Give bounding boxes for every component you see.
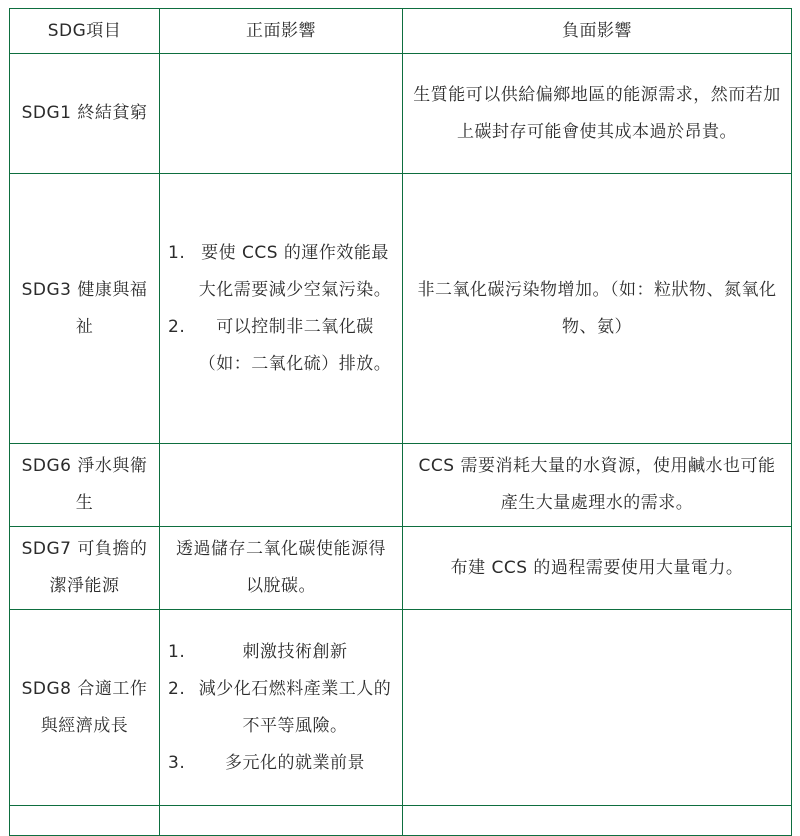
negative-impact-cell: CCS 需要消耗大量的水資源，使用鹹水也可能產生大量處理水的需求。 — [403, 444, 792, 527]
table-row — [10, 54, 792, 174]
positive-impact-cell: 透過儲存二氧化碳使能源得以脫碳。 — [160, 527, 403, 610]
list-item — [170, 745, 392, 782]
sdg-cell: SDG1 終結貧窮 — [10, 54, 160, 174]
sdg-cell: SDG3 健康與福祉 — [10, 174, 160, 444]
sdg-cell: SDG7 可負擔的潔淨能源 — [10, 527, 160, 610]
negative-impact-cell — [403, 610, 792, 806]
list-item-text: 減少化石燃料產業工人的不平等風險。 — [198, 678, 392, 736]
table-row — [10, 527, 792, 610]
list-item-text: 多元化的就業前景 — [225, 752, 365, 773]
list-item — [170, 235, 392, 309]
header-negative-impact: 負面影響 — [403, 9, 792, 54]
negative-impact-cell: 生質能可以供給偏鄉地區的能源需求，然而若加上碳封存可能會使其成本過於昂貴。 — [403, 54, 792, 174]
sdg-cell: SDG6 淨水與衛生 — [10, 444, 160, 527]
negative-impact-cell: 布建 CCS 的過程需要使用大量電力。 — [403, 527, 792, 610]
positive-impact-list — [170, 634, 392, 782]
table-row — [10, 444, 792, 527]
header-positive-impact: 正面影響 — [160, 9, 403, 54]
positive-impact-cell — [160, 54, 403, 174]
positive-impact-cell — [160, 174, 403, 444]
list-item — [170, 671, 392, 745]
negative-impact-cell: 非二氧化碳污染物增加。（如：粒狀物、氮氧化物、氨） — [403, 174, 792, 444]
list-item — [170, 309, 392, 383]
table-row — [10, 174, 792, 444]
list-item-text: 刺激技術創新 — [242, 641, 348, 662]
list-number: 3. — [168, 752, 186, 773]
positive-impact-cell — [160, 610, 403, 806]
table-row — [10, 610, 792, 806]
sdg-cell — [10, 806, 160, 836]
list-number: 2. — [168, 316, 186, 337]
positive-impact-cell — [160, 444, 403, 527]
table-row-partial — [10, 806, 792, 836]
list-number: 1. — [168, 641, 186, 662]
sdg-cell: SDG8 合適工作與經濟成長 — [10, 610, 160, 806]
sdg-impact-table — [9, 8, 792, 836]
list-item-text: 可以控制非二氧化碳（如：二氧化硫）排放。 — [198, 316, 392, 374]
list-item-text: 要使 CCS 的運作效能最大化需要減少空氣污染。 — [198, 242, 392, 300]
header-sdg-item: SDG項目 — [10, 9, 160, 54]
list-number: 2. — [168, 678, 186, 699]
list-number: 1. — [168, 242, 186, 263]
positive-impact-list — [170, 235, 392, 383]
list-item — [170, 634, 392, 671]
negative-impact-cell — [403, 806, 792, 836]
table-header-row — [10, 9, 792, 54]
sdg-impact-table-frame — [9, 8, 791, 828]
positive-impact-cell — [160, 806, 403, 836]
